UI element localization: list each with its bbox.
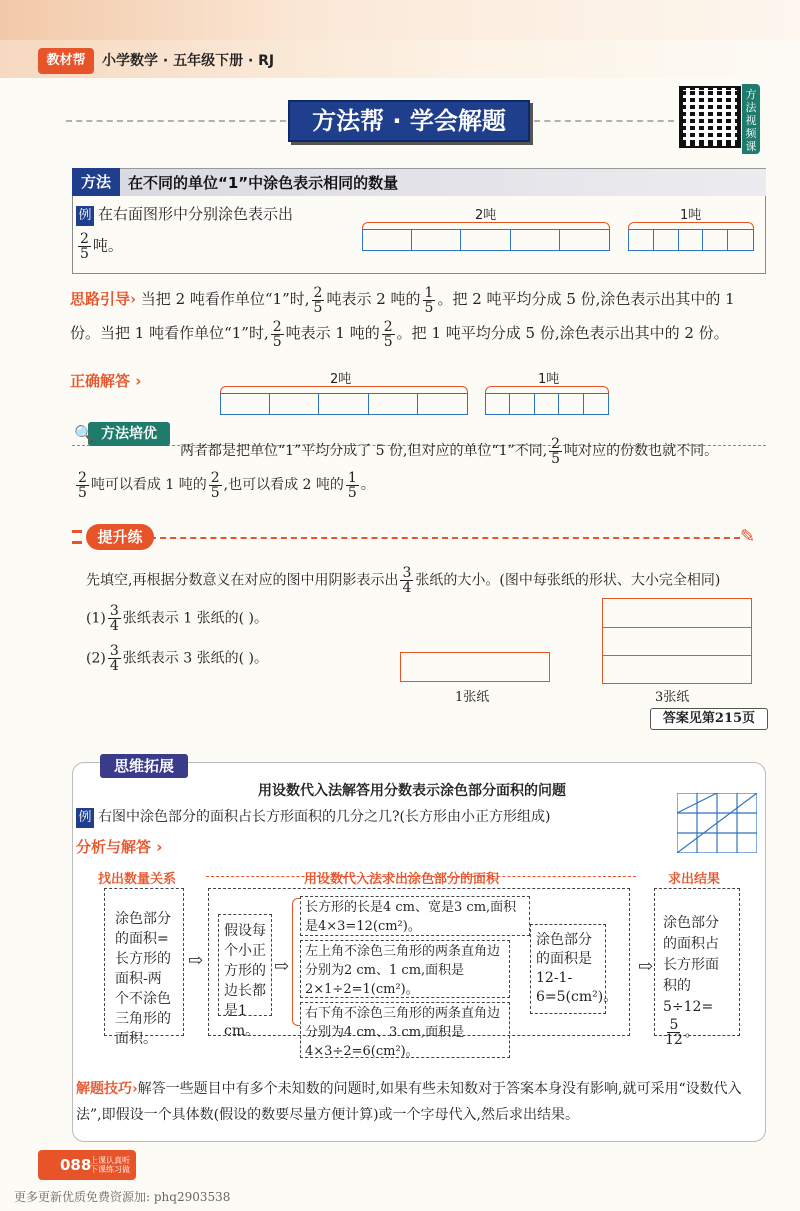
paper-3-figure-b[interactable] bbox=[602, 627, 752, 656]
tisheng-item-1: (1) $\frac{3}{4}$ 张纸表示 1 张纸的( )。 bbox=[86, 603, 268, 634]
bar-label-2t: 2吨 bbox=[475, 208, 497, 223]
answer-bar-1t bbox=[485, 393, 609, 415]
bar-2t bbox=[362, 229, 610, 251]
tisheng-rule bbox=[150, 537, 740, 539]
left-bracket bbox=[292, 898, 300, 1026]
fraction: $\frac{2}{5}$ bbox=[80, 231, 89, 262]
example-unit: 吨。 bbox=[92, 236, 123, 255]
tisheng-tag: 提升练 bbox=[86, 524, 154, 550]
method-title: 在不同的单位“1”中涂色表示相同的数量 bbox=[128, 174, 399, 192]
box-shaded-area: 涂色部分的面积是12-1-6=5(cm²)。 bbox=[530, 924, 606, 1014]
jiqiao-paragraph: 解题技巧›解答一些题目中有多个未知数的问题时,如果有些未知数对于答案本身没有影响,就可采用“设数代入法”,即假设一个具体数(假设的数要尽量方便计算)或一个字母代入,然后求出结果。 bbox=[76, 1081, 742, 1123]
paper-3-label: 3张纸 bbox=[655, 690, 690, 705]
silu-paragraph: 思路引导› 当把 2 吨看作单位“1”时, $\frac{2}{5}$ 吨表示 2 吨的 $\frac{1}{5}$ 。把 2 吨平均分成 5 份,涂色表示出其中的 1 份。当把 1 吨看作单位“1”时, $\frac{2}{5}$ 吨表示 1 吨的 $\frac{2}{5}$ 。把 1 吨平均分成 5 份,涂色表示出其中的 2 份。 bbox=[70, 284, 735, 350]
example-text: 在右面图形中分别涂色表示出 bbox=[98, 205, 294, 223]
siwei-example: 例 右图中涂色部分的面积占长方形面积的几分之几?(长方形由小正方形组成) bbox=[76, 806, 550, 828]
magnifier-icon: 🔍 bbox=[74, 424, 94, 443]
answer-label-1t: 1吨 bbox=[538, 372, 560, 387]
title-rule-left bbox=[66, 120, 286, 122]
answer-bar-2t bbox=[220, 393, 468, 415]
qr-code-pattern bbox=[683, 90, 737, 144]
tisheng-item-2: (2) $\frac{3}{4}$ 张纸表示 3 张纸的( )。 bbox=[86, 643, 268, 674]
brand-badge: 教材帮 bbox=[38, 48, 94, 74]
bar-label-1t: 1吨 bbox=[680, 208, 702, 223]
example-line2 bbox=[76, 232, 123, 261]
box-rect-area: 长方形的长是4 cm、宽是3 cm,面积是4×3=12(cm²)。 bbox=[300, 896, 530, 936]
arrow-icon-2: ⇨ bbox=[274, 956, 290, 977]
peiyou-paragraph: 两者都是把单位“1”平均分成了 5 份,但对应的单位“1”不同, $\frac{2}{5}$ 吨对应的份数也就不同。 $\frac{2}{5}$ 吨可以看成 1 吨的 $\frac{2}{5}$ ,也可以看成 2 吨的 $\frac{1}{5}$ 。 bbox=[78, 435, 719, 501]
pencil-icon: ✎ bbox=[740, 526, 756, 547]
page-number: 088 bbox=[38, 1150, 136, 1180]
example-line bbox=[76, 202, 293, 226]
fenxi-label: 分析与解答 › bbox=[76, 838, 163, 856]
title-rule-right bbox=[534, 120, 674, 122]
paper-3-figure-c[interactable] bbox=[602, 655, 752, 684]
paper-1-figure[interactable] bbox=[400, 652, 550, 682]
arrow-icon-1: ⇨ bbox=[188, 950, 204, 971]
page-slogan: 上课认真听 下课练习做 bbox=[90, 1156, 130, 1174]
answer-label-2t: 2吨 bbox=[330, 372, 352, 387]
method-tag: 方法 bbox=[72, 168, 120, 196]
paper-1-label: 1张纸 bbox=[455, 690, 490, 705]
tisheng-mark-icon bbox=[72, 530, 82, 544]
grid-figure bbox=[677, 793, 757, 853]
arrow-icon-3: ⇨ bbox=[638, 956, 654, 977]
tisheng-question: 先填空,再根据分数意义在对应的图中用阴影表示出 $\frac{3}{4}$ 张纸的大小。(图中每张纸的形状、大小完全相同) bbox=[86, 565, 721, 596]
peiyou-tag: 方法培优 bbox=[88, 422, 170, 446]
answer-reference[interactable]: 答案见第215页 bbox=[650, 708, 768, 730]
siwei-title: 用设数代入法解答用分数表示涂色部分面积的问题 bbox=[258, 783, 566, 799]
example-tag: 例 bbox=[76, 206, 94, 226]
bar-1t bbox=[628, 229, 754, 251]
col3-label: 求出结果 bbox=[668, 872, 721, 887]
header-band bbox=[0, 0, 800, 40]
book-title: 小学数学 · 五年级下册 · RJ bbox=[102, 53, 275, 69]
answer-label: 正确解答 › bbox=[70, 372, 142, 390]
box-bottom-triangle: 右下角不涂色三角形的两条直角边分别为4 cm、3 cm,面积是4×3÷2=6(cm²)。 bbox=[300, 1002, 510, 1058]
box-relation: 涂色部分的面积=长方形的面积-两个不涂色三角形的面积。 bbox=[104, 888, 184, 1036]
paper-3-figure-a[interactable] bbox=[602, 598, 752, 628]
siwei-tag: 思维拓展 bbox=[100, 754, 188, 778]
box-assume: 假设每个小正方形的边长都是1 cm。 bbox=[218, 914, 272, 1016]
col2-label: 用设数代入法求出涂色部分的面积 bbox=[304, 872, 500, 887]
footer-note: 更多更新优质免费资源加: phq2903538 bbox=[14, 1190, 231, 1204]
col2-rule bbox=[206, 876, 636, 877]
box-top-triangle: 左上角不涂色三角形的两条直角边分别为2 cm、1 cm,面积是2×1÷2=1(cm²)。 bbox=[300, 940, 510, 998]
col1-label: 找出数量关系 bbox=[98, 872, 177, 887]
qr-label: 方法视频课 bbox=[742, 84, 760, 154]
box-result: 涂色部分的面积占长方形面积的5÷12= $\frac{5}{12}$ 。 bbox=[654, 888, 740, 1036]
silu-label: 思路引导 bbox=[70, 290, 131, 308]
section-title: 方法帮 · 学会解题 bbox=[288, 100, 530, 142]
